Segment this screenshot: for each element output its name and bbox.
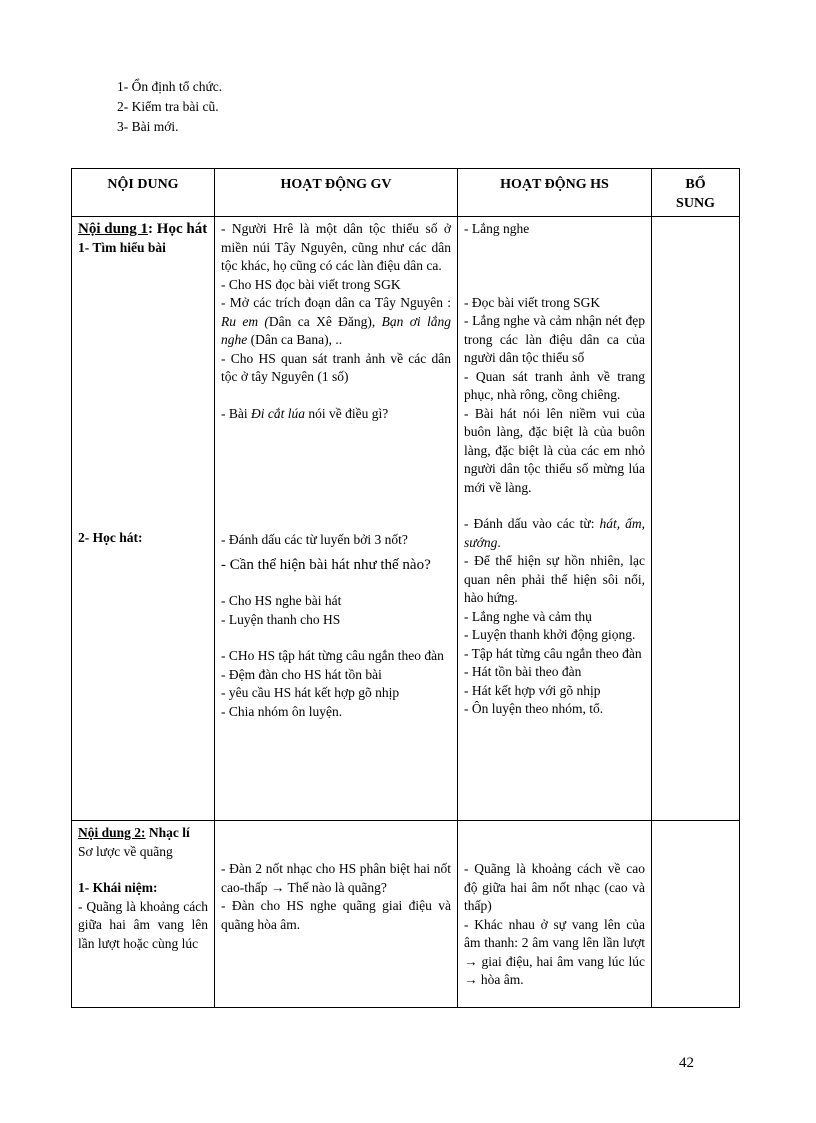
intro-item: 3- Bài mới. <box>117 119 179 134</box>
activity-item: - Chia nhóm ôn luyện. <box>221 703 343 719</box>
teacher-activity-cell <box>215 821 458 1008</box>
header-content: NỘI DUNG <box>72 169 215 217</box>
intro-item: 1- Ổn định tổ chức. <box>117 79 223 94</box>
student-activity-cell <box>458 217 652 821</box>
table-row <box>72 217 740 821</box>
activity-item: - Tập hát từng câu ngắn theo đàn <box>464 645 642 661</box>
activity-item: - Đọc bài viết trong SGK <box>464 294 601 310</box>
activity-item: - CHo HS tập hát từng câu ngắn theo đàn <box>221 648 444 663</box>
definition-text: - Quãng là khoảng cách giữa hai âm vang lên lần lượt hoặc cùng lúc <box>78 898 208 951</box>
activity-item: - Luyện thanh khởi động giọng. <box>464 627 636 642</box>
activity-item: - Ôn luyện theo nhóm, tổ. <box>464 701 604 716</box>
section-title: Nội dung 2: <box>78 825 146 840</box>
lesson-table <box>71 168 740 1008</box>
activity-item: - Mở các trích đoạn dân ca Tây Nguyên : Ru em (Dân ca Xê Đăng), Bạn ơi lắng nghe (Dân ca Bana), .. <box>221 295 452 347</box>
page-number: 42 <box>679 1055 694 1071</box>
activity-item: - Bài Đi cắt lúa nói về điều gì? <box>221 405 389 421</box>
activity-item: - Bài hát nói lên niềm vui của buôn làng, đặc biệt là của buôn làng, đặc biệt là của các em nhỏ người dân tộc thiểu số mừng lúa mới về làng. <box>464 405 645 495</box>
activity-item: - Đàn cho HS nghe quãng giai điệu và quãng hòa âm. <box>221 898 451 932</box>
intro-item: 2- Kiểm tra bài cũ. <box>117 99 219 114</box>
activity-item: - Để thể hiện sự hồn nhiên, lạc quan nên phải thể hiện sôi nổi, hào hứng. <box>464 553 645 605</box>
activity-item: - Đánh dấu vào các từ: hát, ấm, sướng. <box>464 516 646 550</box>
activity-item: - Quan sát tranh ảnh về trang phục, nhà rông, cồng chiêng. <box>464 368 645 402</box>
notes-cell <box>652 821 740 1008</box>
header-teacher-activity: HOẠT ĐỘNG GV <box>215 169 458 217</box>
activity-item: - Lắng nghe và cảm thụ <box>464 608 592 624</box>
topic-line: Sơ lược về quãng <box>78 843 173 859</box>
activity-item: - Cho HS đọc bài viết trong SGK <box>221 276 401 292</box>
header-student-activity: HOẠT ĐỘNG HS <box>458 169 652 217</box>
table-header-row <box>72 169 740 217</box>
activity-item: - Đánh dấu các từ luyến bởi 3 nốt? <box>221 532 408 547</box>
activity-item: - Cần thể hiện bài hát như thế nào? <box>221 556 431 573</box>
header-notes: BỔ SUNG <box>652 169 740 217</box>
table-row <box>72 821 740 1008</box>
activity-item: - Khác nhau ở sự vang lên của âm thanh: 2 âm vang lên lần lượt → giai điệu, hai âm vang lúc lúc → hòa âm. <box>464 916 645 987</box>
activity-item: - Hát tồn bài theo đàn <box>464 664 582 679</box>
subsection-title: 1- Khái niệm: <box>78 880 158 895</box>
activity-item: - Cho HS quan sát tranh ảnh về các dân tộc ở tây Nguyên (1 số) <box>221 350 451 384</box>
activity-item: - Người Hrê là một dân tộc thiểu số ở miền núi Tây Nguyên, cũng như các dân tộc khác, họ cũng có các làn điệu dân ca. <box>221 221 451 273</box>
section-title: Nội dung 1 <box>78 221 149 237</box>
activity-item: - Quãng là khoảng cách về cao độ giữa hai âm nốt nhạc (cao và thấp) <box>464 861 645 913</box>
subsection-title: 1- Tìm hiểu bài <box>78 239 166 255</box>
content-cell: Nội dung 1: Học hát 1- Tìm hiểu bài 2- Học hát: <box>72 217 215 821</box>
activity-item: - Lắng nghe và cảm nhận nét đẹp trong các làn điệu dân ca của người dân tộc thiểu số <box>464 313 645 365</box>
subsection-title: 2- Học hát: <box>78 530 143 545</box>
teacher-activity-cell <box>215 217 458 821</box>
activity-item: - Cho HS nghe bài hát <box>221 593 342 608</box>
activity-item: - yêu cầu HS hát kết hợp gõ nhịp <box>221 685 400 700</box>
activity-item: - Đàn 2 nốt nhạc cho HS phân biệt hai nốt cao-thấp → Thế nào là quãng? <box>221 861 451 895</box>
content-cell: Nội dung 2: Nhạc lí Sơ lược về quãng 1- Khái niệm: - Quãng là khoảng cách giữa hai âm vang lên lần lượt hoặc cùng lúc <box>72 821 215 1008</box>
activity-item: - Đệm đàn cho HS hát tồn bài <box>221 666 382 682</box>
activity-item: - Lắng nghe <box>464 221 530 236</box>
student-activity-cell <box>458 821 652 1008</box>
intro-list <box>117 77 222 137</box>
notes-cell <box>652 217 740 821</box>
activity-item: - Luyện thanh cho HS <box>221 611 341 627</box>
activity-item: - Hát kết hợp với gõ nhịp <box>464 682 601 698</box>
